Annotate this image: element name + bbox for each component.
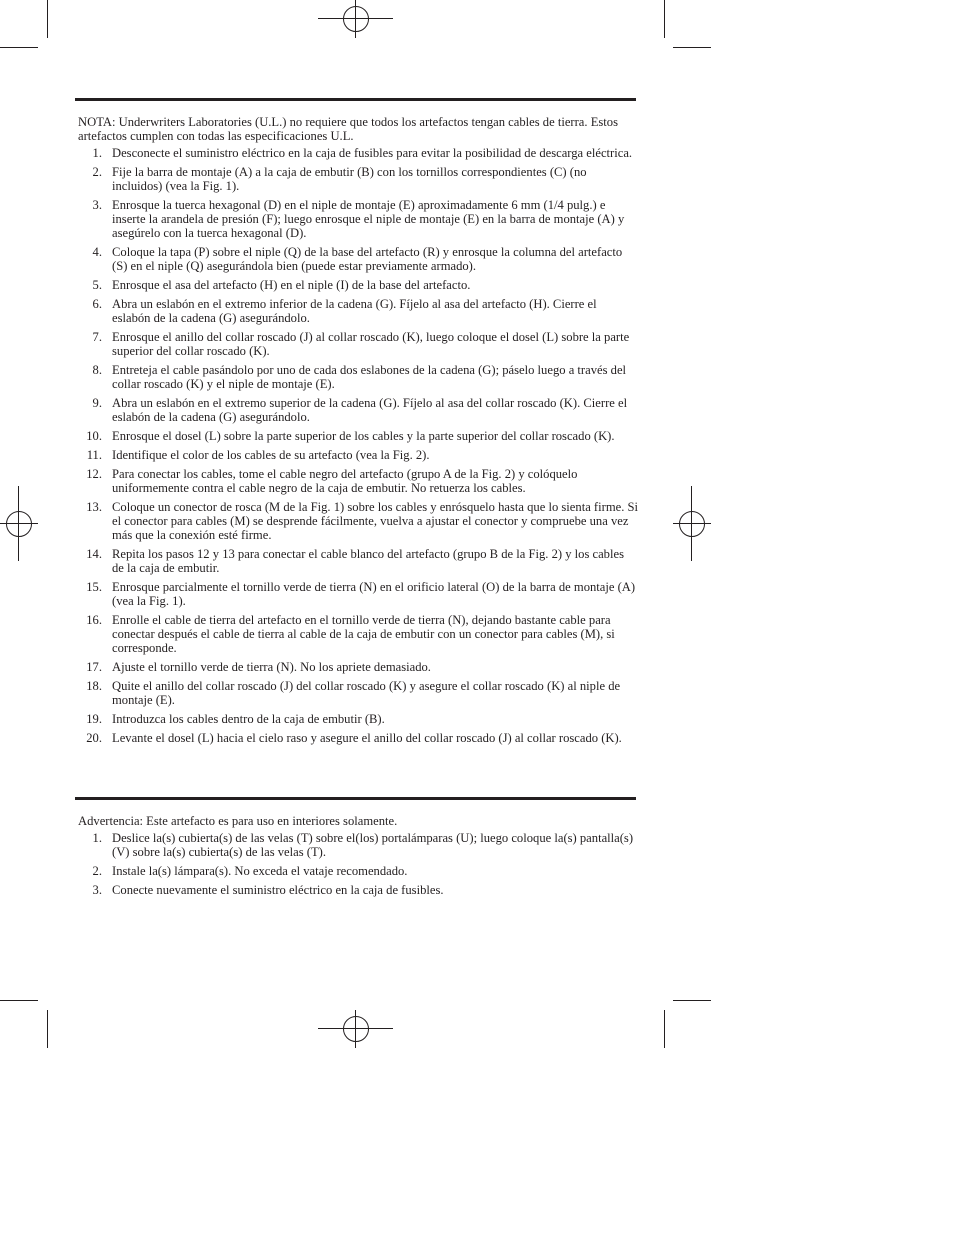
step-text: Abra un eslabón en el extremo inferior de la cadena (G). Fíjelo al asa del artefacto (H). Cierre el eslabón de la cadena (G) asegurándolo. [112,297,597,325]
step-text: Enrosque el anillo del collar roscado (J) al collar roscado (K), luego coloque el dosel (L) sobre la parte superior del collar roscado (K). [112,330,630,358]
step-text: Quite el anillo del collar roscado (J) del collar roscado (K) y asegure el collar roscado (K) al niple de montaje (E). [112,679,621,707]
crop-mark-top-left-horizontal [0,47,38,48]
lamp-section [78,814,638,902]
step-item [78,429,638,443]
step-text: Ajuste el tornillo verde de tierra (N). No los apriete demasiado. [112,660,431,674]
crop-mark-bottom-left-horizontal [0,1000,38,1001]
step-item [78,165,638,193]
step-number: 10. [86,429,102,443]
step-item [78,883,638,897]
step-item [78,363,638,391]
step-item [78,500,638,542]
step-text: Levante el dosel (L) hacia el cielo raso y asegure el anillo del collar roscado (J) al collar roscado (K). [112,731,622,745]
step-number: 9. [92,396,102,410]
step-text: Fije la barra de montaje (A) a la caja de embutir (B) con los tornillos correspondientes (C) (no incluidos) (vea la Fig. 1). [112,165,587,193]
step-text: Desconecte el suministro eléctrico en la caja de fusibles para evitar la posibilidad de descarga eléctrica. [112,146,633,160]
step-number: 1. [92,146,102,160]
step-item [78,467,638,495]
installation-steps-list [78,146,638,745]
step-text: Enrosque el dosel (L) sobre la parte superior de los cables y la parte superior del collar roscado (K). [112,429,615,443]
crop-mark-bottom-right-vertical [664,1010,665,1048]
step-text: Coloque un conector de rosca (M de la Fig. 1) sobre los cables y enrósquelo hasta que lo sienta firme. Si el conector para cables (M) se desprende fácilmente, vuelva a ajustar el conector y compruebe una vez más que la conexión esté firme. [112,500,639,542]
step-number: 15. [86,580,102,594]
step-text: Enrosque el asa del artefacto (H) en el niple (I) de la base del artefacto. [112,278,471,292]
step-item [78,245,638,273]
step-item [78,198,638,240]
step-text: Enrolle el cable de tierra del artefacto en el tornillo verde de tierra (N), dejando bastante cable para conectar después el cable de tierra al cable de la caja de embutir con un conector para cables (M), si corresponde. [112,613,615,655]
step-number: 18. [86,679,102,693]
step-number: 12. [86,467,102,481]
step-text: Abra un eslabón en el extremo superior de la cadena (G). Fíjelo al asa del collar roscado (K). Cierre el eslabón de la cadena (G) asegurándolo. [112,396,628,424]
step-text: Enrosque parcialmente el tornillo verde de tierra (N) en el orificio lateral (O) de la barra de montaje (A) (vea la Fig. 1). [112,580,636,608]
warning-text: Advertencia: Este artefacto es para uso en interiores solamente. [78,814,398,828]
step-number: 2. [92,864,102,878]
step-item [78,660,638,674]
section-divider-top [75,98,636,101]
installation-section [78,115,638,750]
step-number: 16. [86,613,102,627]
step-number: 8. [92,363,102,377]
crop-mark-bottom-right-horizontal [673,1000,711,1001]
step-text: Entreteja el cable pasándolo por uno de cada dos eslabones de la cadena (G); páselo luego a través del collar roscado (K) y el niple de montaje (E). [112,363,627,391]
step-number: 5. [92,278,102,292]
step-text: Instale la(s) lámpara(s). No exceda el vataje recomendado. [112,864,408,878]
step-number: 1. [92,831,102,845]
step-number: 19. [86,712,102,726]
step-number: 11. [86,448,102,462]
step-item [78,580,638,608]
step-item [78,297,638,325]
step-item [78,731,638,745]
step-item [78,448,638,462]
step-number: 13. [86,500,102,514]
step-item [78,146,638,160]
step-item [78,330,638,358]
step-text: Identifique el color de los cables de su artefacto (vea la Fig. 2). [112,448,430,462]
crop-mark-bottom-left-vertical [47,1010,48,1048]
step-number: 2. [92,165,102,179]
section-divider-bottom [75,797,636,800]
step-item [78,712,638,726]
step-text: Conecte nuevamente el suministro eléctrico en la caja de fusibles. [112,883,444,897]
step-number: 20. [86,731,102,745]
step-number: 14. [86,547,102,561]
step-item [78,679,638,707]
step-text: Repita los pasos 12 y 13 para conectar el cable blanco del artefacto (grupo B de la Fig. 2) y los cables de la caja de embutir. [112,547,624,575]
step-item [78,396,638,424]
step-number: 4. [92,245,102,259]
step-item [78,831,638,859]
step-text: Coloque la tapa (P) sobre el niple (Q) de la base del artefacto (R) y enrosque la columna del artefacto (S) en el niple (Q) asegurándola bien (puede estar previamente armado). [112,245,623,273]
step-text: Introduzca los cables dentro de la caja de embutir (B). [112,712,385,726]
step-number: 3. [92,198,102,212]
lamp-steps-list [78,831,638,897]
step-item [78,547,638,575]
step-item [78,278,638,292]
step-item [78,864,638,878]
crop-mark-top-right-vertical [664,0,665,38]
step-text: Para conectar los cables, tome el cable negro del artefacto (grupo A de la Fig. 2) y colóquelo uniformemente contra el cable negro de la caja de embutir. No retuerza los cables. [112,467,578,495]
step-number: 17. [86,660,102,674]
step-number: 7. [92,330,102,344]
crop-mark-top-left-vertical [47,0,48,38]
step-number: 3. [92,883,102,897]
step-number: 6. [92,297,102,311]
step-text: Deslice la(s) cubierta(s) de las velas (T) sobre el(los) portalámparas (U); luego coloque la(s) pantalla(s) (V) sobre la(s) cubierta(s) de las velas (T). [112,831,634,859]
note-text: NOTA: Underwriters Laboratories (U.L.) no requiere que todos los artefactos tengan cables de tierra. Estos artefactos cumplen con todas las especificaciones U.L. [78,115,618,143]
step-text: Enrosque la tuerca hexagonal (D) en el niple de montaje (E) aproximadamente 6 mm (1/4 pulg.) e inserte la arandela de presión (F); luego enrosque el niple de montaje (E) en la barra de montaje (A) y asegúrelo con la tuerca hexagonal (D). [112,198,625,240]
step-item [78,613,638,655]
crop-mark-top-right-horizontal [673,47,711,48]
